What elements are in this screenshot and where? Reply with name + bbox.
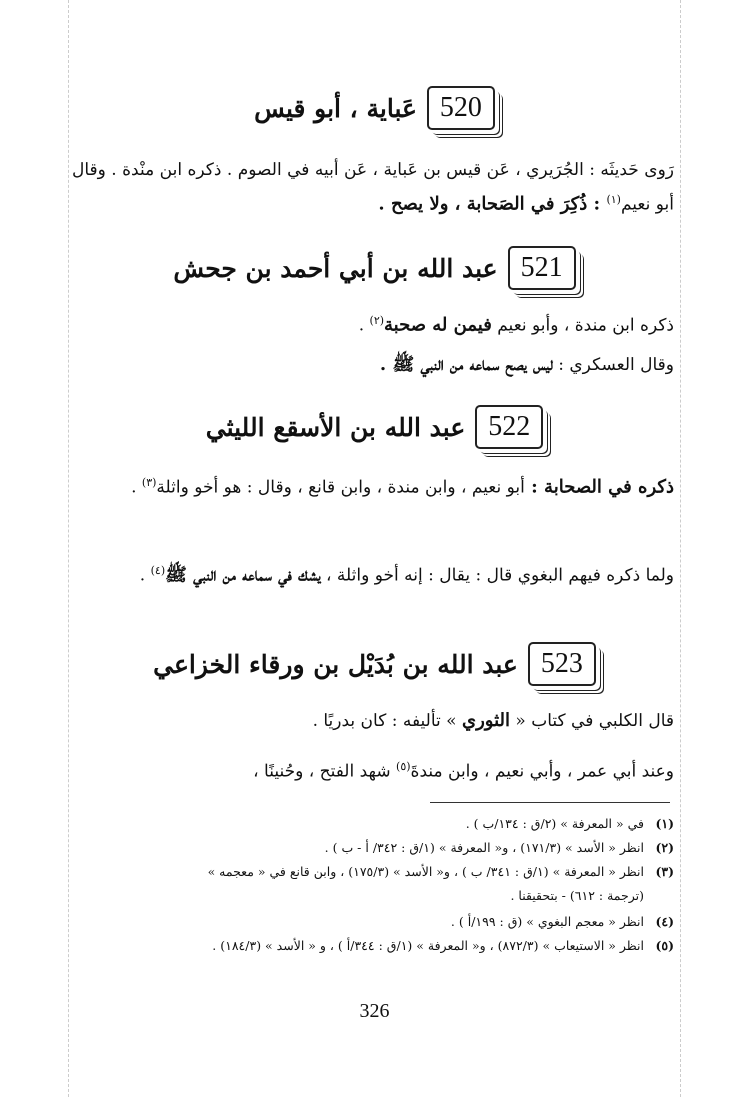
footnote-text: انظر « الاستيعاب » (٨٧٢/٣) ، و« المعرفة » (١/ق : ٣٤٤/أ ) ، و « الأسد » (١٨٤/٣) .: [212, 938, 644, 953]
text-run: قال الكلبي في كتاب «: [510, 711, 674, 731]
footnote-divider: [430, 802, 670, 803]
entry-number-box: [475, 405, 543, 449]
text-run: .: [139, 565, 151, 586]
entry-number: 520: [439, 92, 482, 123]
right-margin-line: [680, 0, 681, 1097]
footnote-text: في « المعرفة » (٢/ق : ١٣٤/ب ) .: [465, 816, 644, 831]
footnote-continuation: [72, 884, 674, 908]
entry-number-box: [508, 246, 576, 290]
left-margin-line: [68, 0, 69, 1097]
footnote-ref: (٤): [150, 564, 166, 577]
entry-521-heading: [60, 246, 689, 290]
footnote-ref: (١): [606, 193, 621, 206]
entry-number: 522: [488, 411, 531, 442]
footnote: [72, 934, 674, 958]
footnote-text: (ترجمة : ٦١٢) - بتحقيقنا .: [510, 888, 644, 903]
entry-title: عبد الله بن أبي أحمد بن جحش: [173, 253, 498, 283]
text-run: .: [358, 315, 370, 336]
footnote: [72, 836, 674, 860]
text-run: أبو نعيم ، وابن مندة ، وابن قانع ، وقال : هو أخو واثلة: [156, 477, 525, 498]
footnote-number: (٣): [655, 864, 674, 879]
page-number: 326: [359, 1000, 390, 1022]
footnote-ref: (٥): [396, 760, 411, 773]
entry-number: 521: [520, 252, 563, 283]
entry-521-paragraph-1: [72, 306, 674, 341]
footnote-text: انظر « معجم البغوي » (ق : ١٩٩/أ ) .: [450, 914, 644, 929]
text-run: شهد الفتح ، وحُنينًا ،: [253, 761, 397, 782]
footnote-ref: (٢): [369, 314, 385, 327]
text-run: ذكره ابن مندة ، وأبو نعيم: [491, 315, 674, 336]
entry-number-box: [427, 86, 495, 130]
footnote-number: (٥): [655, 938, 674, 953]
footnote-text: انظر « المعرفة » (١/ق : ٣٤١/ ب ) ، و« الأسد » (١٧٥/٣) ، وابن قانع في « معجمه »: [207, 864, 644, 879]
bold-text: فيمن له صحبة: [384, 314, 492, 336]
footnote: [72, 812, 674, 836]
entry-number-box: [528, 642, 596, 686]
entry-521-paragraph-2: [72, 350, 674, 380]
text-run: ولما ذكره فيهم البغوي قال : يقال : إنه أخو واثلة ،: [320, 565, 674, 586]
entry-523-heading: [60, 642, 689, 686]
footnote-number: (٤): [655, 914, 674, 929]
entry-522-paragraph-2: [72, 556, 674, 591]
footnote-ref: (٣): [141, 476, 157, 489]
text-run: » تأليفه : كان بدريًا .: [312, 711, 462, 731]
footnote-text: انظر « الأسد » (١٧١/٣) ، و« المعرفة » (١/ق : ٣٤٢/ أ - ب ) .: [324, 840, 644, 855]
entry-522-heading: [60, 405, 689, 449]
footnote: [72, 910, 674, 934]
text-run: وعند أبي عمر ، وأبي نعيم ، وابن مندةَ: [410, 761, 674, 782]
bold-text: ذكره في الصحابة :: [524, 476, 674, 498]
entry-520-paragraph: [72, 155, 674, 220]
entry-title: عبد الله بن بُدَيْل بن ورقاء الخزاعي: [153, 649, 518, 679]
text-run: رَوى حَديثَه : الجُرَيري ، عَن قيس بن عَباية ، عَن أبيه في الصوم . ذكره ابن منْدة . وقال أبو نعيم: [72, 160, 674, 215]
entry-523-paragraph-2: [72, 752, 674, 787]
entry-522-paragraph-1: [72, 468, 674, 503]
text-run: وقال العسكري :: [552, 355, 674, 375]
entry-title: عَباية ، أبو قيس: [254, 93, 417, 123]
footnote-number: (١): [655, 816, 674, 831]
bold-text: ليس يصح سماعه من النبي ﷺ .: [379, 354, 553, 375]
entry-number: 523: [540, 648, 583, 679]
text-run: .: [131, 477, 142, 498]
entry-520-heading: [60, 86, 689, 130]
footnote: [72, 860, 674, 884]
entry-title: عبد الله بن الأسقع الليثي: [205, 412, 466, 442]
bold-text: الثوري: [462, 710, 510, 731]
bold-text: : ذُكِرَ في الصَحابة ، ولا يصح .: [378, 193, 607, 215]
entry-523-paragraph-1: [72, 706, 674, 736]
footnote-number: (٢): [655, 840, 674, 855]
bold-text: يشك في سماعه من النبي ﷺ: [165, 564, 321, 586]
